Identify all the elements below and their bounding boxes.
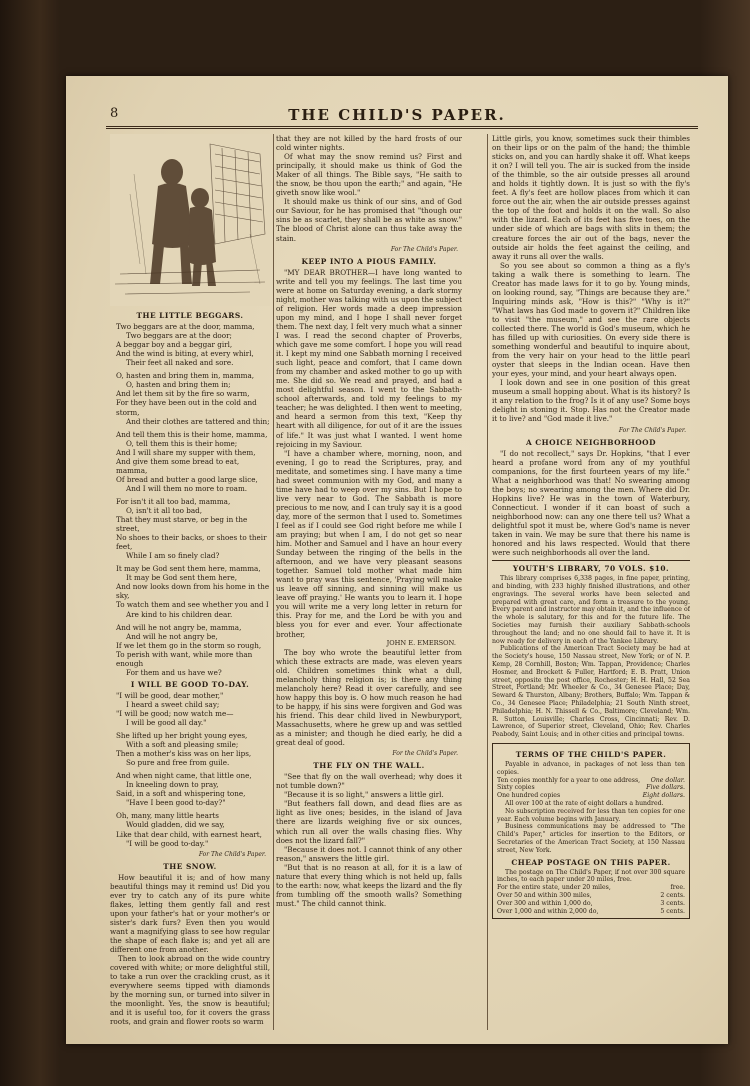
poem-line: Oh, many, many little hearts	[116, 811, 219, 821]
byline: For the Child's Paper.	[392, 750, 458, 758]
terms-rates-table	[497, 777, 685, 800]
poem-line: She lifted up her bright young eyes,	[116, 731, 248, 741]
poem-line: For isn't it all too bad, mamma,	[116, 496, 231, 506]
paragraph: Payable in advance, in packages of not less than ten copies.	[497, 760, 685, 776]
column-divider	[487, 134, 488, 1030]
poem-line: Are kind to his children dear.	[126, 609, 233, 619]
postage-price: free.	[670, 884, 685, 892]
poem-line: And I will share my supper with them,	[116, 447, 256, 457]
page-number: 8	[110, 106, 119, 121]
poem-line: O, tell them this is their home;	[126, 438, 238, 448]
terms-details	[497, 800, 685, 855]
postage-price: 3 cents.	[660, 899, 685, 907]
poem-line: O, hasten and bring them in;	[126, 380, 231, 390]
paragraph: I look down and see in one position of this great museum a small hopping about. What is its history? Is it any relation to the frog? Is it of any use? Some boys delight in stoning it. Stop. Has not the Creator made it to live? and "God made it live."	[492, 378, 690, 424]
poem-line: Of bread and butter a good large slice,	[116, 474, 258, 484]
poem-line: Would gladden, did we say,	[126, 820, 225, 830]
article-youths-library	[492, 575, 690, 739]
paragraph: This library comprises 6,338 pages, in fine paper, printing, and binding, with 233 highly finished illustrations, and other engravings. The several works have been selected and prepared with great care, and form a treasure to the young. Every parent and instructor may obtain it, and the influence of the whole is salutary, for this and for the future life. The Societies may furnish their auxiliary Sabbath-schools throughout the land; and no one should fail to have it. It is now ready for delivery in each of the Yankee Library.	[492, 575, 690, 645]
poem-line: So pure and free from guile.	[126, 758, 230, 768]
poem-line: And will he not angry be,	[126, 631, 218, 641]
paragraph: "Because it does not. I cannot think of any other reason," answers the little girl.	[276, 844, 462, 863]
paragraph: "I have a chamber where, morning, noon, and evening, I go to read the Scriptures, pray, and meditate, and sometimes sing. I have many a time had sweet communion with my God, and many a time have had to weep over my sins. But I hope to live very near to God. The Sabbath is more precious to me now, and I can truly say it is a good day, more of the sermon that I used to. Sometimes I feel as if I could see God right before me while I am praying; but when I am, I do not get so near him. Mother and Samuel and I have an hour every Sunday between the ringing of the bells in the afternoon, and we have very pleasant seasons together. Samuel told mother what made him want to pray was this sentence, 'Praying will make us leave off sinning, and sinning will make us leave off praying.' He wants you to learn it. I hope you will write me a very long letter in return for this. Pray for me, and the Lord be with you and bless you for ever and ever. Your affectionate brother,	[276, 448, 462, 639]
paragraph: Publications of the American Tract Society may be had at the Society's house, 150 Nassau street, New York; or of N. P. Kemp, 28 Cornhill, Boston; Wm. Tappan, Providence; Charles Hosmer, and Brockett & Fuller, Hartford; E. B. Pratt, Union street, opposite the post office, Rochester; H. H. Hall, 52 Sea Street, Portland; Mr. Wheeler & Co., 34 Genesee Place; Day, Seward & Thurston, Albany; Brothers, Buffalo; Wm. Tappan & Co., 34 Genesee Place; Philadelphia; 21 South Ninth street, Philadelphia; H. N. Thissell & Co., Baltimore; Cleveland; Wm. R. Sutton, Louisville; Charles Cross, Cincinnati; Rev. D. Lawrence, of Superior street, Cleveland, Ohio; Rev. Charles Peabody, Saint Louis; and in other cities and principal towns.	[492, 645, 690, 739]
poem-line: O, hasten and bring them in, mamma,	[116, 371, 255, 381]
paragraph: "But feathers fall down, and dead flies are as light as live ones; besides, in the island of Java there are lizards weighing five or six ounces, which run all over the walls chasing flies. Why does not the lizard fall?"	[276, 799, 462, 845]
poem-line: To perish with want, while more than enough	[116, 649, 253, 668]
terms-box	[492, 743, 690, 919]
paragraph: "MY DEAR BROTHER—I have long wanted to write and tell you my feelings. The last time you were at home on Saturday evening, a dark stormy night, mother was talking with us upon the subject of religion. Her words made a deep impression upon my mind, and I hope I shall never forget them. The next day, I felt very much what a sinner I was. I read the second chapter of Proverbs, which gave me some comfort. I hope you will read it. I kept my mind one Sabbath morning I received such light, peace and comfort, that I came down from my chamber and asked mother to go up with me. She did so. We read and prayed, and had a most delightful season. I went to the Sabbath-school afterwards, and told my feelings to my teacher; he was delighted. I then went to meeting, and heard a sermon from this text, "Keep thy heart with all diligence, for out of it are the issues of life." It was just what I wanted. I went home rejoicing in my Saviour.	[276, 267, 462, 449]
poem-line: And when night came, that little one,	[116, 771, 252, 781]
article-fly-on-wall	[276, 772, 462, 908]
paragraph: So you see about so common a thing as a fly's taking a walk there is something to learn. The Creator has made laws for it to go by. Young minds, on looking round, say, "Things are because they are." Inquiring minds ask, "How is this?" "Why is it?" "What laws has God made to govern it?" Children like to visit "the museum," and see the rare objects collected there. The world is God's museum, which he has filled up with curiosities. On every side there is something wonderful and beautiful to inquire about, from the very hair on your head to the little pearl oyster that sleeps in the Indian ocean. Have then your eyes, your mind, and your heart always open.	[492, 260, 690, 379]
postage-table	[497, 884, 685, 915]
paragraph: It should make us think of our sins, and of God our Saviour, for he has promised that "though our sins be as scarlet, they shall be as white as snow." The blood of Christ alone can thus take away the stain.	[276, 197, 462, 243]
column-1	[110, 134, 270, 1030]
poem-line: I heard a sweet child say;	[126, 699, 220, 709]
poem-line: I will be good all day."	[126, 718, 207, 728]
paragraph: "See that fly on the wall overhead; why does it not tumble down?"	[276, 772, 462, 791]
article-choice-neighborhood	[492, 449, 690, 558]
table-row	[497, 792, 685, 800]
article-pious-family-after	[276, 648, 462, 748]
postage-note	[497, 869, 685, 885]
paragraph: "Because it is so light," answers a little girl.	[284, 790, 444, 800]
rate-price: Eight dollars.	[642, 792, 685, 800]
article-snow	[110, 873, 270, 1027]
poem-line: And give them some bread to eat, mamma,	[116, 456, 240, 475]
postage-label: Over 300 and within 1,000 do,	[497, 899, 593, 907]
poem-line: Said, in a soft and whispering tone,	[116, 789, 246, 799]
table-row	[497, 908, 685, 916]
postage-label: For the entire state, under 20 miles,	[497, 884, 611, 892]
newspaper-page	[66, 76, 728, 1044]
table-row	[497, 784, 685, 792]
poem-title: I WILL BE GOOD TO-DAY.	[130, 679, 250, 689]
poem-line: "I will be good; now watch me—	[116, 708, 234, 718]
header-rule	[106, 126, 698, 129]
paragraph: How beautiful it is; and of how many beautiful things may it remind us! Did you ever try to catch any of its pure white flakes, letting them gently fall and rest upon your father's hat or your mother's or sister's dark furs? Even then you would want a magnifying glass to see how regular the shape of each flake is; and yet all are different one from another.	[110, 872, 270, 955]
paragraph: Little girls, you know, sometimes suck their thimbles on their lips or on the palm of the hand; the thimble sticks on, and you can hardly shake it off. What keeps it on? I will tell you. The air is sucked from the inside of the thimble, so the air outside presses all around and holds it tightly down. It is just so with the fly's feet. A fly's feet are hollow places from which it can force out the air, when the air outside presses against the top of the foot and holds it on the wall. So also with the lizard. Each of its feet has five toes, on the under side of which are bags with slits in them; the creature forces the air out of the bags, never the outside air holds the feet against the ceiling, and away it runs all over the walls.	[492, 134, 690, 261]
postage-label: Over 1,000 and within 2,000 do,	[497, 907, 599, 915]
column-3	[492, 134, 690, 1030]
poem-line: "I will be good, dear mother,"	[116, 690, 224, 700]
rate-label: Ten copies monthly for a year to one address,	[497, 776, 641, 784]
paragraph: All over 100 at the rate of eight dollars a hundred.	[505, 799, 664, 807]
poem-line: Their feet all naked and sore.	[126, 358, 234, 368]
poem-line: And the wind is biting, at every whirl,	[116, 349, 254, 359]
article-title: A CHOICE NEIGHBORHOOD	[525, 437, 657, 447]
poem-be-good	[116, 691, 270, 848]
postage-price: 2 cents.	[660, 891, 685, 899]
paragraph: No subscription received for less than ten copies for one year. Each volume begins with January.	[497, 807, 685, 823]
paragraph: that they are not killed by the hard frosts of our cold winter nights.	[276, 134, 462, 153]
section-rule	[492, 560, 690, 561]
poem-line: And I will them no more to roam.	[126, 483, 248, 493]
postage-price: 5 cents.	[660, 907, 685, 915]
poem-line: It may be God sent them here, mamma,	[116, 564, 261, 574]
poem-line: And their clothes are tattered and thin;	[126, 416, 270, 426]
rate-price: One dollar.	[650, 776, 685, 784]
poem-line: To watch them and see whether you and I	[116, 600, 269, 610]
page-title: THE CHILD'S PAPER.	[288, 106, 506, 124]
article-title: THE SNOW.	[163, 861, 217, 871]
column-divider	[273, 134, 274, 1030]
article-title: KEEP INTO A PIOUS FAMILY.	[301, 256, 437, 266]
poem-line: That they must starve, or beg in the street,	[116, 515, 248, 534]
signature: JOHN E. EMERSON.	[386, 638, 456, 647]
poem-line: And will he not angry be, mamma,	[116, 622, 242, 632]
poem-line: "I will be good to-day."	[126, 838, 209, 848]
terms-note	[497, 761, 685, 777]
table-row	[497, 777, 685, 785]
poem-line: For them and us have we?	[126, 667, 222, 677]
postage-title: CHEAP POSTAGE ON THIS PAPER.	[511, 857, 671, 867]
poem-line: It may be God sent them here,	[126, 573, 238, 583]
poem-line: Then a mother's kiss was on her lips,	[116, 749, 252, 759]
paragraph: The boy who wrote the beautiful letter from which these extracts are made, was eleven years old. Children sometimes think what a dull, melancholy thing religion is; is there any thing melancholy here? Read it over carefully, and see how happy this boy is. O how much reason he had to be happy, if his sins were forgiven and God was his friend. This dear child lived in Newburyport, Massachusetts, where he grew up and was settled as a minister; and though he died early, he did a great deal of good.	[276, 647, 462, 748]
poem-line: With a soft and pleasing smile;	[126, 740, 239, 750]
paragraph: "But that is no reason at all, for it is a law of nature that every thing which is not held up, falls to the earth: now, what keeps the lizard and the fly from tumbling off the smooth walls? Something must." The child cannot think.	[276, 862, 462, 908]
poem-line: Two beggars are at the door;	[126, 331, 232, 341]
poem-line: And now looks down from his home in the sky,	[116, 582, 270, 601]
byline: For The Child's Paper.	[390, 245, 458, 253]
poem-line: Two beggars are at the door, mamma,	[116, 322, 255, 332]
article-title: THE FLY ON THE WALL.	[313, 761, 425, 771]
article-pious-family	[276, 268, 462, 639]
poem-title: THE LITTLE BEGGARS.	[136, 311, 244, 321]
terms-title: TERMS OF THE CHILD'S PAPER.	[515, 749, 667, 759]
column-2	[276, 134, 462, 1030]
byline: For The Child's Paper.	[618, 426, 686, 434]
poem-line: If we let them go in the storm so rough,	[116, 640, 262, 650]
poem-line: And let them sit by the fire so warm,	[116, 389, 250, 399]
byline: For The Child's Paper.	[198, 850, 266, 858]
article-title: YOUTH'S LIBRARY, 70 VOLS. $10.	[512, 564, 670, 574]
poem-line: While I am so finely clad?	[126, 551, 220, 561]
article-fly-continued	[492, 134, 690, 424]
article-snow-continued	[276, 134, 462, 243]
paragraph: Business communications may be addressed to "The Child's Paper," articles for insertion to the Editors, or Secretaries of the American Tract Society, at 150 Nassau street, New York.	[497, 823, 685, 854]
rate-label: Sixty copies	[497, 784, 535, 792]
poem-line: Like that dear child, with earnest heart,	[116, 829, 262, 839]
rate-price: Five dollars.	[646, 784, 685, 792]
poem-line: O, isn't it all too bad,	[126, 505, 203, 515]
table-row	[497, 900, 685, 908]
paragraph: The postage on The Child's Paper, if not over 300 square inches, to each paper under 20 miles, free.	[497, 868, 685, 884]
beggar-children-illustration	[110, 134, 270, 306]
paragraph: Of what may the snow remind us? First and principally, it should make us think of God the Maker of all things. The Bible says, "He saith to the snow, be thou upon the earth;" and again, "He giveth snow like wool."	[276, 152, 462, 198]
poem-line: And tell them this is their home, mamma,	[116, 429, 268, 439]
paragraph: Then to look abroad on the wide country covered with white; or more delightful still, to take a run over the crackling crust, as it everywhere seems tipped with diamonds by the morning sun, or turned into silver in the moonlight. Yes, the snow is beautiful; and it is useful too, for it covers the grass roots, and grain and flower roots so warm	[110, 954, 270, 1027]
rate-label: One hundred copies	[497, 792, 561, 800]
table-row	[497, 884, 685, 892]
poem-line: In kneeling down to pray,	[126, 780, 219, 790]
postage-label: Over 50 and within 300 miles,	[497, 891, 592, 899]
poem-line: No shoes to their backs, or shoes to their feet,	[116, 533, 267, 552]
poem-little-beggars	[116, 322, 270, 677]
poem-line: For they have been out in the cold and storm,	[116, 398, 257, 417]
paragraph: "I do not recollect," says Dr. Hopkins, "that I ever heard a profane word from any of my youthful companions, for the first fourteen years of my life." What a neighborhood was that! No swearing among the boys; no swearing among the men. Where did Dr. Hopkins live? He was in the town of Waterbury, Connecticut. I wonder if it can boast of such a neighborhood now: can any one there tell us? What a delightful spot it must be, where God's name is never taken in vain. We may be sure that there his name is honored and his laws respected. Would that there were such neighborhoods all over the land.	[492, 448, 690, 558]
table-row	[497, 892, 685, 900]
poem-line: "Have I been good to-day?"	[126, 798, 226, 808]
poem-line: A beggar boy and a beggar girl,	[116, 340, 233, 350]
